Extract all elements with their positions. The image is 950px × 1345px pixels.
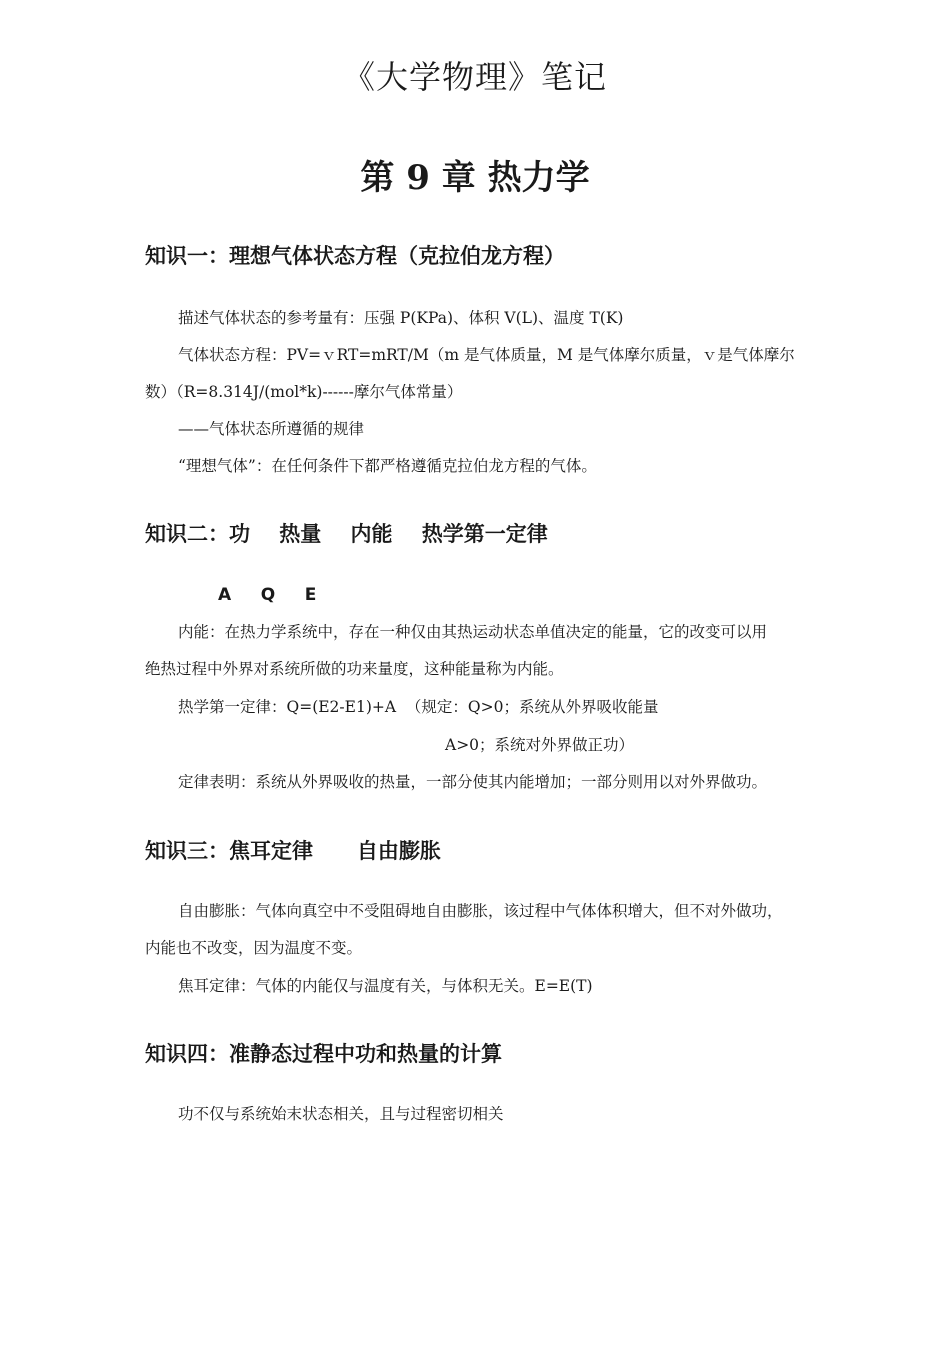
- section-heading-2: 知识二：功 热量 内能 热学第一定律: [145, 522, 548, 546]
- section-1-line-5: “理想气体”：在任何条件下都严格遵循克拉伯龙方程的气体。: [178, 457, 597, 475]
- section-3-line-2: 内能也不改变，因为温度不变。: [145, 939, 363, 957]
- section-2-line-1: 内能：在热力学系统中，存在一种仅由其热运动状态单值决定的能量，它的改变可以用: [178, 623, 768, 641]
- section-1-line-1: 描述气体状态的参考量有：压强 P(KPa)、体积 V(L)、温度 T(K): [178, 309, 624, 327]
- section-4-line-1: 功不仅与系统始末状态相关，且与过程密切相关: [178, 1105, 504, 1123]
- section-heading-4: 知识四：准静态过程中功和热量的计算: [145, 1042, 502, 1066]
- section-2-line-5: 定律表明：系统从外界吸收的热量，一部分使其内能增加；一部分则用以对外界做功。: [178, 773, 768, 791]
- section-2-line-2: 绝热过程中外界对系统所做的功来量度，这种能量称为内能。: [145, 660, 564, 678]
- section-heading-3: 知识三：焦耳定律 自由膨胀: [145, 839, 441, 863]
- section-2-symbols: A Q E: [218, 585, 317, 605]
- section-2-line-3: 热学第一定律：Q=(E2-E1)+A （规定：Q>0；系统从外界吸收能量: [178, 698, 659, 716]
- section-3-line-1: 自由膨胀：气体向真空中不受阻碍地自由膨胀，该过程中气体体积增大，但不对外做功，: [178, 902, 783, 920]
- section-heading-1: 知识一：理想气体状态方程（克拉伯龙方程）: [145, 244, 565, 268]
- section-1-line-3: 数）（R=8.314J/(mol*k)------摩尔气体常量）: [145, 383, 463, 401]
- section-1-line-4: ——气体状态所遵循的规律: [178, 420, 365, 438]
- chapter-title: 第 9 章 热力学: [360, 158, 590, 198]
- section-1-line-2: 气体状态方程：PV=ｖRT=mRT/M（m 是气体质量，M 是气体摩尔质量，ｖ是气体摩尔: [178, 346, 795, 364]
- section-3-line-3: 焦耳定律：气体的内能仅与温度有关，与体积无关。E=E(T): [178, 977, 593, 995]
- document-title: 《大学物理》笔记: [342, 58, 607, 96]
- section-2-line-4: A>0；系统对外界做正功）: [445, 736, 635, 754]
